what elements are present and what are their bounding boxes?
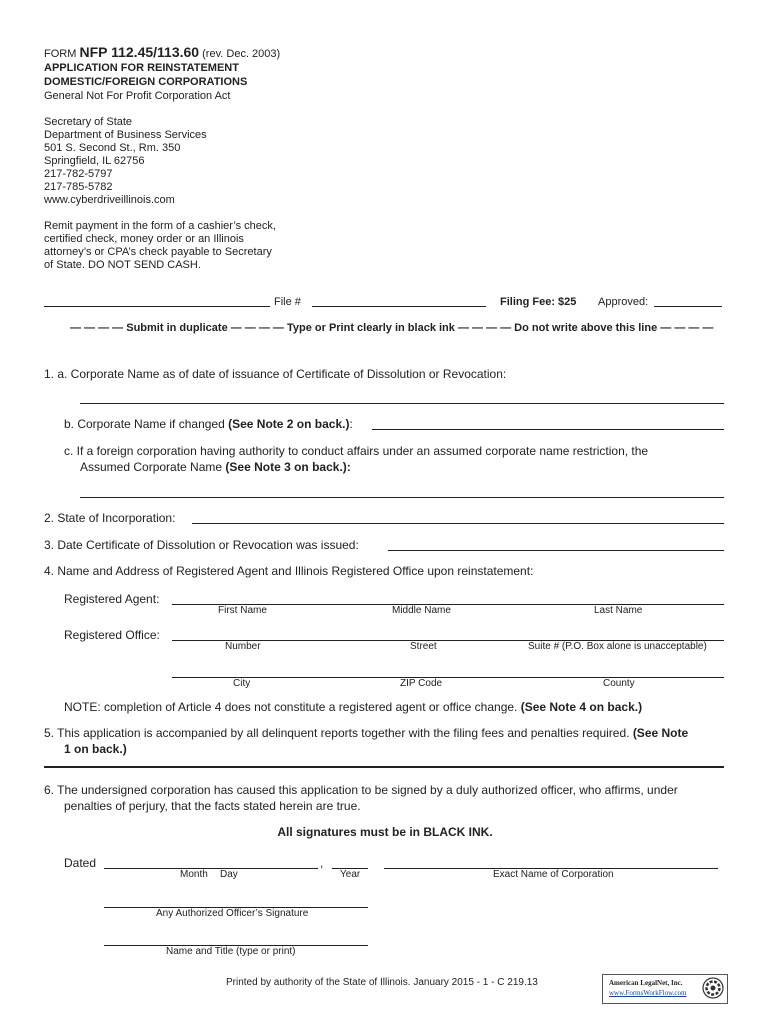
form-number: NFP 112.45/113.60 [79, 44, 200, 60]
brand-name: American LegalNet, Inc. [609, 979, 683, 987]
changed-name-field[interactable] [372, 429, 724, 430]
address-line: Springfield, IL 62756 [44, 155, 145, 167]
item-1c-label-2: Assumed Corporate Name (See Note 3 on back.): [80, 460, 351, 474]
act-name: General Not For Profit Corporation Act [44, 90, 231, 102]
remit-line: certified check, money order or an Illinois [44, 233, 244, 245]
brand-stamp [602, 974, 728, 1004]
form-prefix: FORM [44, 48, 77, 60]
type-print: Type or Print clearly in black ink [286, 322, 455, 334]
brand-logo-icon [702, 977, 724, 999]
dissolution-date-field[interactable] [388, 550, 724, 551]
brand-website[interactable]: www.FormsWorkFlow.com [609, 989, 687, 997]
registered-agent-label: Registered Agent: [64, 592, 160, 606]
city-caption: City [233, 678, 251, 689]
number-caption: Number [225, 641, 261, 652]
zip-caption: ZIP Code [400, 678, 443, 689]
suite-caption: Suite # (P.O. Box alone is unacceptable) [528, 641, 707, 652]
remit-line: Remit payment in the form of a cashier’s check, [44, 220, 276, 232]
corporate-name-field[interactable] [80, 403, 724, 404]
date-field[interactable] [104, 868, 318, 869]
county-caption: County [603, 678, 635, 689]
file-number-field [312, 306, 486, 307]
form-title [44, 46, 280, 61]
submit-duplicate: Submit in duplicate [126, 322, 228, 334]
do-not-write: Do not write above this line [514, 322, 658, 334]
street-caption: Street [410, 641, 437, 652]
state-incorporation-field[interactable] [192, 523, 724, 524]
remit-line: of State. DO NOT SEND CASH. [44, 259, 201, 271]
filing-fee: Filing Fee: $25 [500, 296, 577, 308]
item-5-label: 5. This application is accompanied by all delinquent reports together with the filing fees and penalties required. (See Note [44, 726, 689, 740]
year-caption: Year [340, 869, 361, 880]
title-line-2: DOMESTIC/FOREIGN CORPORATIONS [44, 76, 248, 88]
remit-line: attorney’s or CPA’s check payable to Secretary [44, 246, 272, 258]
item-4-label: 4. Name and Address of Registered Agent and Illinois Registered Office upon reinstatement: [44, 564, 534, 578]
item-5-note: 1 on back.) [64, 742, 127, 756]
city-zip-county-field[interactable] [172, 677, 724, 678]
approved-field [654, 306, 722, 307]
last-name-caption: Last Name [594, 605, 643, 616]
section-divider [44, 766, 724, 768]
address-line: Department of Business Services [44, 129, 207, 141]
item-6-label-2: penalties of perjury, that the facts stated herein are true. [64, 799, 361, 813]
item-6-label: 6. The undersigned corporation has caused this application to be signed by a duly authorized officer, who affirms, under [44, 783, 678, 797]
title-line-1: APPLICATION FOR REINSTATEMENT [44, 62, 239, 74]
address-line: Secretary of State [44, 116, 133, 128]
article-4-note: NOTE: completion of Article 4 does not constitute a registered agent or office change. (See Note 4 on back.) [64, 700, 643, 714]
item-3-label: 3. Date Certificate of Dissolution or Revocation was issued: [44, 538, 359, 552]
month-caption: Month [180, 869, 208, 880]
office-use-field [44, 306, 270, 307]
date-comma: , [320, 856, 324, 870]
middle-name-caption: Middle Name [392, 605, 451, 616]
address-line: 217-785-5782 [44, 181, 113, 193]
item-1a-label: 1. a. Corporate Name as of date of issuance of Certificate of Dissolution or Revocation: [44, 367, 507, 381]
first-name-caption: First Name [218, 605, 267, 616]
day-caption: Day [220, 869, 238, 880]
file-number-label: File # [274, 296, 301, 308]
website-link[interactable]: www.cyberdriveillinois.com [44, 194, 175, 206]
approved-label: Approved: [598, 296, 649, 308]
instruction-bar: — — — — Submit in duplicate — — — — Type or Print clearly in black ink — — — — Do not write above this line — — — — [70, 322, 714, 334]
name-title-caption: Name and Title (type or print) [166, 946, 296, 957]
black-ink-notice: All signatures must be in BLACK INK. [277, 825, 493, 839]
assumed-name-field[interactable] [80, 497, 724, 498]
address-line: 501 S. Second St., Rm. 350 [44, 142, 181, 154]
item-1c-label: c. If a foreign corporation having authority to conduct affairs under an assumed corporate name restriction, the [64, 444, 649, 458]
item-2-label: 2. State of Incorporation: [44, 511, 176, 525]
item-1b-label: b. Corporate Name if changed (See Note 2 on back.): [64, 417, 353, 431]
address-line: 217-782-5797 [44, 168, 113, 180]
registered-office-label: Registered Office: [64, 628, 160, 642]
dated-label: Dated [64, 856, 97, 870]
printed-by-authority: Printed by authority of the State of Illinois. January 2015 - 1 - C 219.13 [226, 977, 538, 988]
form-revision: (rev. Dec. 2003) [202, 48, 281, 60]
exact-name-caption: Exact Name of Corporation [493, 869, 614, 880]
officer-signature-caption: Any Authorized Officer’s Signature [156, 908, 309, 919]
